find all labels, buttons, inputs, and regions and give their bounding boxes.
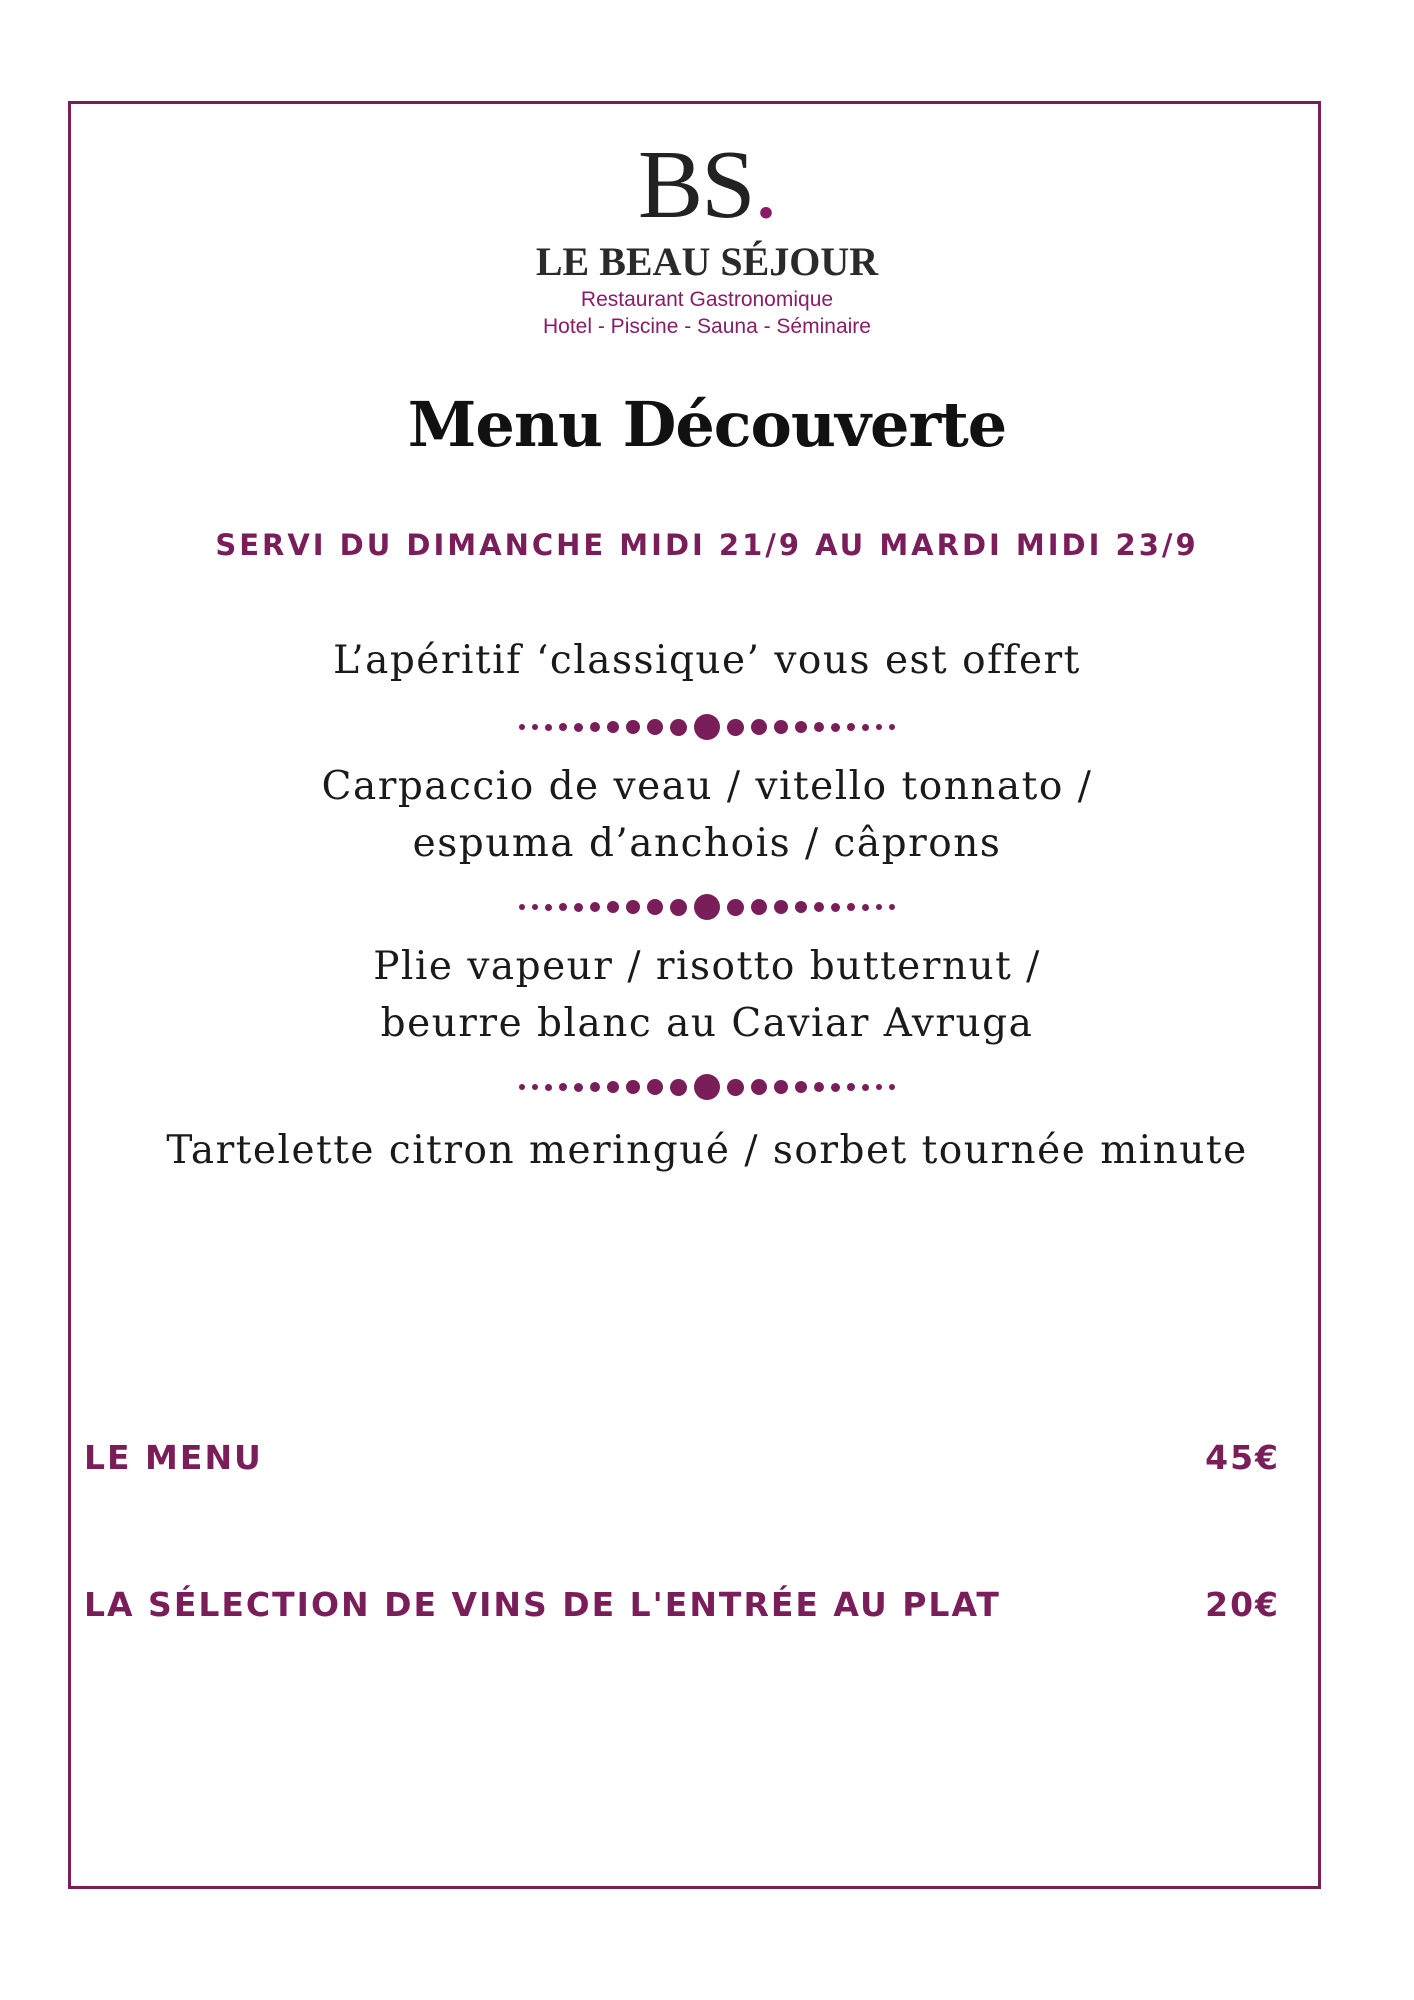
divider-dot: [694, 714, 720, 740]
divider-dot: [574, 1083, 583, 1092]
divider-dot: [694, 894, 720, 920]
course-main-line-2: beurre blanc au Caviar Avruga: [380, 1001, 1034, 1046]
divider-dot: [751, 719, 767, 735]
divider-dot: [751, 899, 767, 915]
divider-dot: [814, 722, 824, 732]
dot-divider-2: [0, 890, 1414, 924]
divider-dot: [814, 1082, 824, 1092]
divider-dot: [751, 1079, 767, 1095]
divider-dot: [862, 724, 869, 731]
divider-dot: [847, 903, 855, 911]
divider-dot: [559, 1083, 567, 1091]
divider-dot: [774, 900, 788, 914]
price-row-wine: [84, 1585, 1280, 1624]
price-value-wine: 20€: [1205, 1585, 1280, 1624]
divider-dot: [532, 724, 538, 730]
divider-dot: [876, 724, 882, 730]
course-dessert: Tartelette citron meringué / sorbet tournée minute: [166, 1128, 1248, 1173]
divider-dot: [670, 719, 687, 736]
divider-dot: [519, 904, 525, 910]
divider-dot: [519, 1084, 525, 1090]
logo-dot: .: [753, 131, 777, 239]
divider-dot: [727, 1079, 744, 1096]
divider-dot: [626, 900, 640, 914]
divider-dot: [795, 721, 807, 733]
divider-dot: [795, 1081, 807, 1093]
course-starter-line-1: Carpaccio de veau / vitello tonnato /: [321, 764, 1093, 809]
divider-dot: [607, 721, 619, 733]
divider-dot: [814, 902, 824, 912]
divider-dot: [847, 1083, 855, 1091]
brand-tagline-restaurant: Restaurant Gastronomique: [580, 288, 834, 311]
divider-dot: [590, 722, 600, 732]
divider-dot: [889, 904, 895, 910]
divider-dot: [847, 723, 855, 731]
divider-dot: [559, 723, 567, 731]
divider-dot: [795, 901, 807, 913]
divider-dot: [727, 899, 744, 916]
divider-dot: [545, 1084, 552, 1091]
divider-dot: [590, 1082, 600, 1092]
divider-dot: [876, 904, 882, 910]
divider-dot: [545, 724, 552, 731]
divider-dot: [532, 1084, 538, 1090]
logo-monogram: [0, 130, 1414, 240]
divider-dot: [862, 904, 869, 911]
course-starter: [0, 758, 1414, 872]
divider-dot: [831, 723, 840, 732]
logo-letters: BS: [637, 131, 754, 239]
divider-dot: [876, 1084, 882, 1090]
divider-dot: [559, 903, 567, 911]
dot-divider-1: [0, 710, 1414, 744]
course-main: [0, 938, 1414, 1052]
divider-dot: [626, 1080, 640, 1094]
divider-dot: [670, 1079, 687, 1096]
divider-dot: [670, 899, 687, 916]
brand-name: LE BEAU SÉJOUR: [535, 239, 879, 284]
dot-divider-3: [0, 1070, 1414, 1104]
divider-dot: [647, 719, 663, 735]
divider-dot: [519, 724, 525, 730]
divider-dot: [831, 1083, 840, 1092]
divider-dot: [574, 723, 583, 732]
divider-dot: [545, 904, 552, 911]
divider-dot: [532, 904, 538, 910]
price-value-menu: 45€: [1205, 1438, 1280, 1477]
course-starter-line-2: espuma d’anchois / câprons: [412, 821, 1002, 866]
price-row-menu: [84, 1438, 1280, 1477]
divider-dot: [727, 719, 744, 736]
brand-tagline-facilities: Hotel - Piscine - Sauna - Séminaire: [543, 315, 871, 338]
divider-dot: [647, 899, 663, 915]
divider-dot: [607, 1081, 619, 1093]
price-label-menu: LE MENU: [84, 1438, 263, 1477]
divider-dot: [889, 724, 895, 730]
divider-dot: [607, 901, 619, 913]
divider-dot: [862, 1084, 869, 1091]
divider-dot: [626, 720, 640, 734]
price-label-wine: LA SÉLECTION DE VINS DE L'ENTRÉE AU PLAT: [84, 1585, 1001, 1624]
divider-dot: [889, 1084, 895, 1090]
divider-dot: [647, 1079, 663, 1095]
aperitif-line: L’apéritif ‘classique’ vous est offert: [333, 638, 1081, 683]
service-dates: SERVI DU DIMANCHE MIDI 21/9 AU MARDI MIDI 23/9: [215, 528, 1199, 562]
course-main-line-1: Plie vapeur / risotto butternut /: [373, 944, 1041, 989]
divider-dot: [774, 720, 788, 734]
page-title: Menu Découverte: [407, 388, 1007, 461]
divider-dot: [574, 903, 583, 912]
divider-dot: [831, 903, 840, 912]
divider-dot: [590, 902, 600, 912]
divider-dot: [694, 1074, 720, 1100]
divider-dot: [774, 1080, 788, 1094]
